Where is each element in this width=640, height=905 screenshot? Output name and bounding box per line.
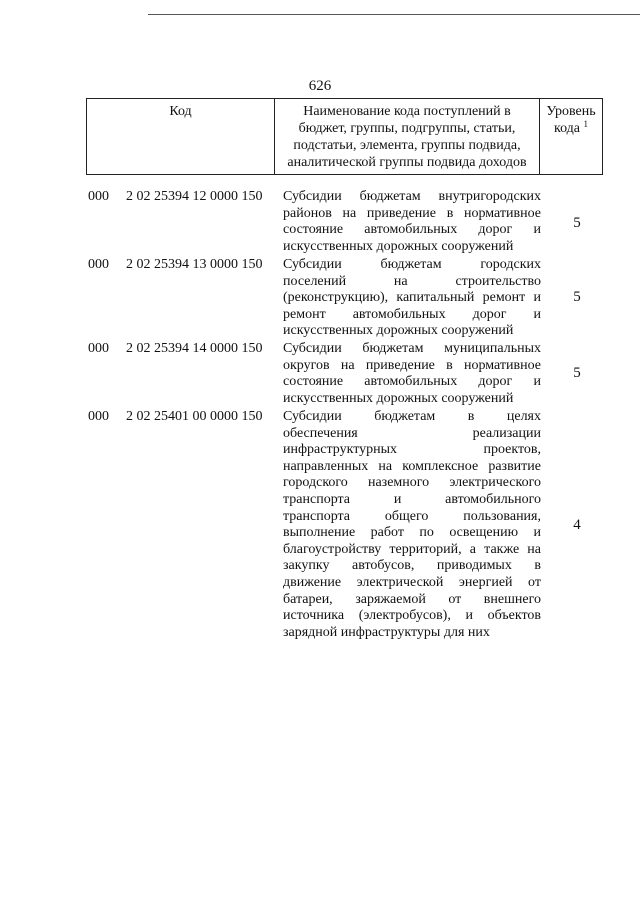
row-description-line: Субсидии бюджетам внутригородских <box>283 189 541 204</box>
row-description-line: городского наземного электрического <box>283 475 541 491</box>
row-code: 2 02 25394 12 0000 150 <box>126 189 263 204</box>
header-level-line1: Уровень <box>546 104 596 119</box>
row-description-line: движение электрической энергией от <box>283 574 541 590</box>
row-level: 5 <box>573 365 581 381</box>
row-code: 2 02 25394 13 0000 150 <box>126 257 263 272</box>
row-description-line: районов на приведение в нормативное <box>283 205 541 221</box>
row-prefix: 000 <box>88 409 109 424</box>
top-rule <box>148 14 640 15</box>
row-description-line: закупку автобусов, приводимых в <box>283 558 541 574</box>
row-prefix: 000 <box>88 189 109 204</box>
row-prefix: 000 <box>88 257 109 272</box>
row-description-line: ремонт автомобильных дорог и <box>283 306 541 322</box>
row-level: 5 <box>573 215 581 231</box>
row-description-line: искусственных дорожных сооружений <box>283 323 514 339</box>
row-description <box>283 257 541 340</box>
row-description-line: состояние автомобильных дорог и <box>283 222 541 238</box>
row-description-line: транспорта общего пользования, <box>283 508 541 524</box>
header-name-line: подстатьи, элемента, группы подвида, <box>293 138 521 153</box>
header-name-line: бюджет, группы, подгруппы, статьи, <box>298 121 516 136</box>
row-description <box>283 341 541 407</box>
row-description-line: искусственных дорожных сооружений <box>283 238 514 254</box>
footnote-marker: 1 <box>583 119 589 129</box>
table-row <box>86 257 590 341</box>
row-description-line: состояние автомобильных дорог и <box>283 374 541 390</box>
table-row <box>86 189 590 257</box>
row-level: 5 <box>573 289 581 305</box>
row-description <box>283 409 541 641</box>
row-prefix: 000 <box>88 341 109 356</box>
row-description-line: батареи, заряжаемой от внешнего <box>283 591 541 607</box>
header-name-line: Наименование кода поступлений в <box>303 104 511 119</box>
row-description <box>283 189 541 255</box>
row-description-line: инфраструктурных проектов, <box>283 442 541 458</box>
row-description-line: поселений на строительство <box>283 273 541 289</box>
table-row <box>86 341 590 409</box>
row-description-line: округов на приведение в нормативное <box>283 357 541 373</box>
row-description-line: направленных на комплексное развитие <box>283 458 541 474</box>
row-description-line: зарядной инфраструктуры для них <box>283 624 490 640</box>
row-description-line: (реконструкцию), капитальный ремонт и <box>283 290 541 306</box>
page-number: 626 <box>308 78 332 94</box>
row-description-line: благоустройству территорий, а также на <box>283 541 541 557</box>
row-description-line: искусственных дорожных сооружений <box>283 390 514 406</box>
header-code: Код <box>87 99 275 175</box>
header-level-word: кода <box>553 121 581 136</box>
row-description-line: Субсидии бюджетам городских <box>283 257 541 272</box>
row-description-line: Субсидии бюджетам муниципальных <box>283 341 541 356</box>
table-row <box>86 409 590 645</box>
header-name <box>275 99 540 175</box>
header-level <box>540 99 603 175</box>
row-description-line: Субсидии бюджетам в целях <box>283 409 541 424</box>
header-name-line: аналитической группы подвида доходов <box>287 155 527 170</box>
table-header <box>86 98 603 175</box>
row-description-line: источника (электробусов), и объектов <box>283 608 541 624</box>
row-code: 2 02 25401 00 0000 150 <box>126 409 263 424</box>
row-description-line: обеспечения реализации <box>283 425 541 441</box>
row-description-line: транспорта и автомобильного <box>283 491 541 507</box>
row-description-line: выполнение работ по освещению и <box>283 525 541 541</box>
row-level: 4 <box>573 517 581 533</box>
row-code: 2 02 25394 14 0000 150 <box>126 341 263 356</box>
header-level-line2 <box>542 120 600 137</box>
